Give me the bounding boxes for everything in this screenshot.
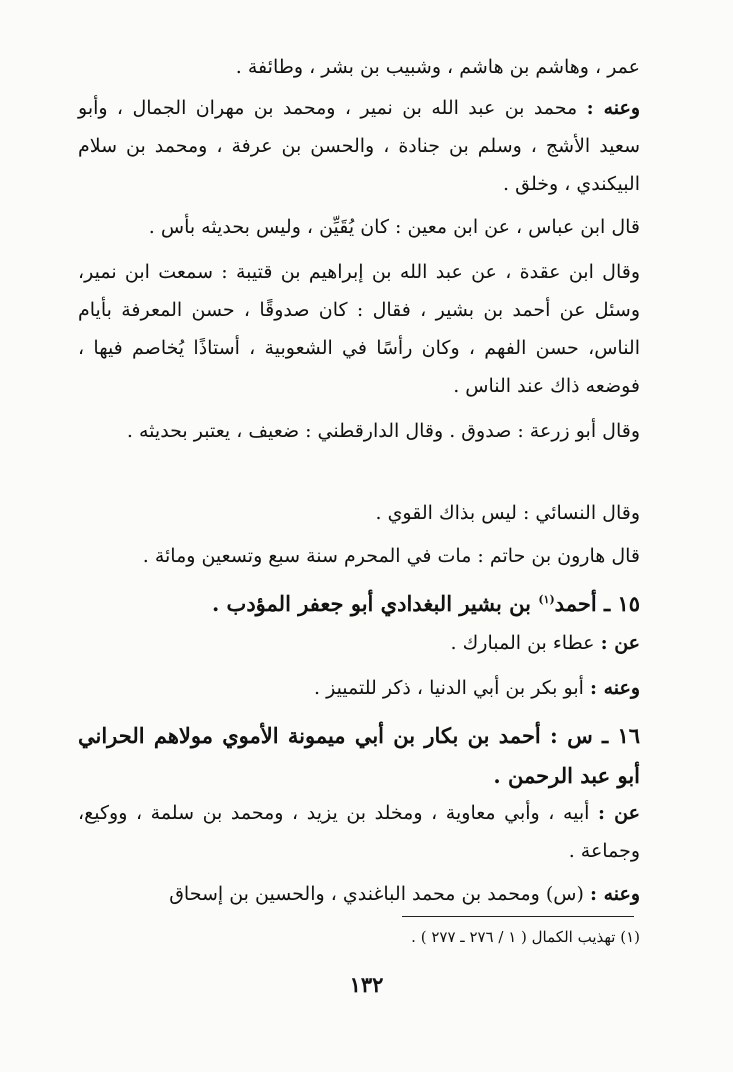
entry-16-narrated-by xyxy=(78,875,640,913)
narrated-by-text: أبو بكر بن أبي الدنيا ، ذكر للتمييز . xyxy=(314,677,590,699)
entry-15-narrated-by xyxy=(78,669,640,707)
from-label: عن : xyxy=(598,802,640,824)
entry-15-number-name: ١٥ ـ أحمد xyxy=(554,591,640,616)
footnote-marker: (١) xyxy=(538,593,555,606)
entry-15-rest: بن بشير البغدادي أبو جعفر المؤدب . xyxy=(211,591,539,616)
entry-16-from xyxy=(78,794,640,870)
nasai-paragraph: وقال النسائي : ليس بذاك القوي . xyxy=(375,502,640,524)
footnote: (١) تهذيب الكمال ( ١ / ٢٧٦ ـ ٢٧٧ ) . xyxy=(411,928,640,946)
from-text: عطاء بن المبارك . xyxy=(450,632,601,654)
footnote-divider xyxy=(402,916,634,917)
from-label: وعنه : xyxy=(586,97,641,119)
entry-15-from xyxy=(78,624,640,662)
continuation-line: عمر ، وهاشم بن هاشم ، وشبيب بن بشر ، وطائفة . xyxy=(235,56,640,78)
from-text: محمد بن عبد الله بن نمير ، ومحمد بن مهران الجمال ، وأبو سعيد الأشج ، وسلم بن جنادة ، والحسن بن عرفة ، ومحمد بن سلام البيكندي ، وخلق . xyxy=(78,97,640,195)
narrated-by-label: وعنه : xyxy=(589,883,640,905)
from-text: أبيه ، وأبي معاوية ، ومخلد بن يزيد ، ومحمد بن سلمة ، ووكيع، وجماعة . xyxy=(78,802,640,862)
page-number: ١٣٢ xyxy=(349,972,384,997)
ibn-abbas-paragraph: قال ابن عباس ، عن ابن معين : كان يُقَيِّن ، وليس بحديثه بأس . xyxy=(148,216,640,238)
narrated-by-label: وعنه : xyxy=(589,677,640,699)
entry-15-heading xyxy=(78,580,640,624)
death-paragraph: قال هارون بن حاتم : مات في المحرم سنة سبع وتسعين ومائة . xyxy=(142,545,640,567)
abu-zura-paragraph: وقال أبو زرعة : صدوق . وقال الدارقطني : ضعيف ، يعتبر بحديثه . xyxy=(126,420,640,442)
narrators-from-paragraph xyxy=(78,89,640,203)
narrated-by-text: (س) ومحمد بن محمد الباغندي ، والحسين بن إسحاق xyxy=(169,883,590,905)
entry-16-heading: ١٦ ـ س : أحمد بن بكار بن أبي ميمونة الأموي مولاهم الحراني أبو عبد الرحمن . xyxy=(78,723,640,788)
from-label: عن : xyxy=(600,632,640,654)
ibn-uqda-paragraph: وقال ابن عقدة ، عن عبد الله بن إبراهيم بن قتيبة : سمعت ابن نمير، وسئل عن أحمد بن بشير ، فقال : كان صدوقًا ، حسن المعرفة بأيام الناس، حسن الفهم ، وكان رأسًا في الشعوبية ، أستاذًا يُخاصم فيها ، فوضعه ذاك عند الناس . xyxy=(78,261,640,397)
